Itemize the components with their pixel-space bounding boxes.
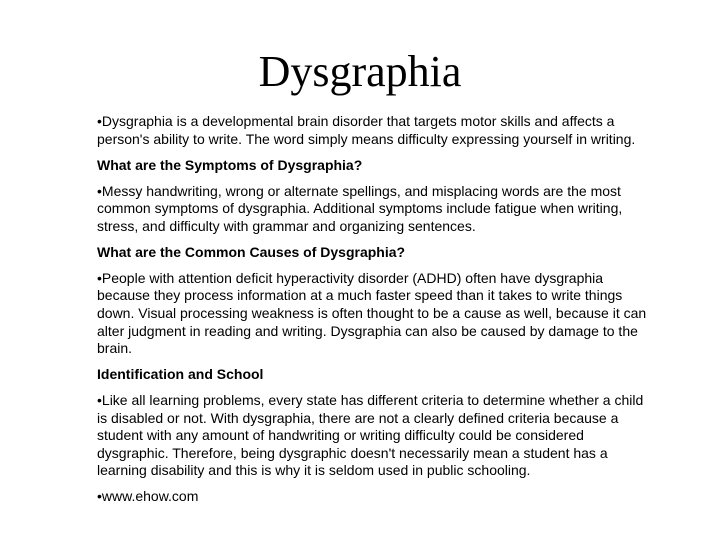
bullet-identification: •Like all learning problems, every state has different criteria to determine whether a child is disabled or not. With dysgraphia, there are not a clearly defined criteria because a student with any amount of handwriting or writing difficulty could be considered dysgraphic. Therefore, being dysgraphic doesn't necessarily mean a student has a learning disability and this is why it is seldom used in public schooling. <box>97 392 644 479</box>
bullet-symptoms: •Messy handwriting, wrong or alternate spellings, and misplacing words are the most common symptoms of dysgraphia. Additional symptoms include fatigue when writing, stress, and difficulty with grammar and organizing sentences. <box>97 182 623 234</box>
bullet-source: •www.ehow.com <box>97 488 199 505</box>
heading-causes: What are the Common Causes of Dysgraphia? <box>97 243 406 260</box>
heading-symptoms: What are the Symptoms of Dysgraphia? <box>97 156 363 173</box>
slide-body <box>97 113 657 514</box>
bullet-causes: •People with attention deficit hyperactivity disorder (ADHD) often have dysgraphia because they process information at a much faster speed than it takes to write things down. Visual processing weakness is often thought to be a cause as well, because it can alter judgment in reading and writing. Dysgraphia can also be caused by damage to the brain. <box>97 269 647 357</box>
slide-title: Dysgraphia <box>258 47 462 96</box>
bullet-definition: •Dysgraphia is a developmental brain disorder that targets motor skills and affects a person's ability to write. The word simply means difficulty expressing yourself in writing. <box>97 113 636 147</box>
heading-identification: Identification and School <box>97 366 264 383</box>
